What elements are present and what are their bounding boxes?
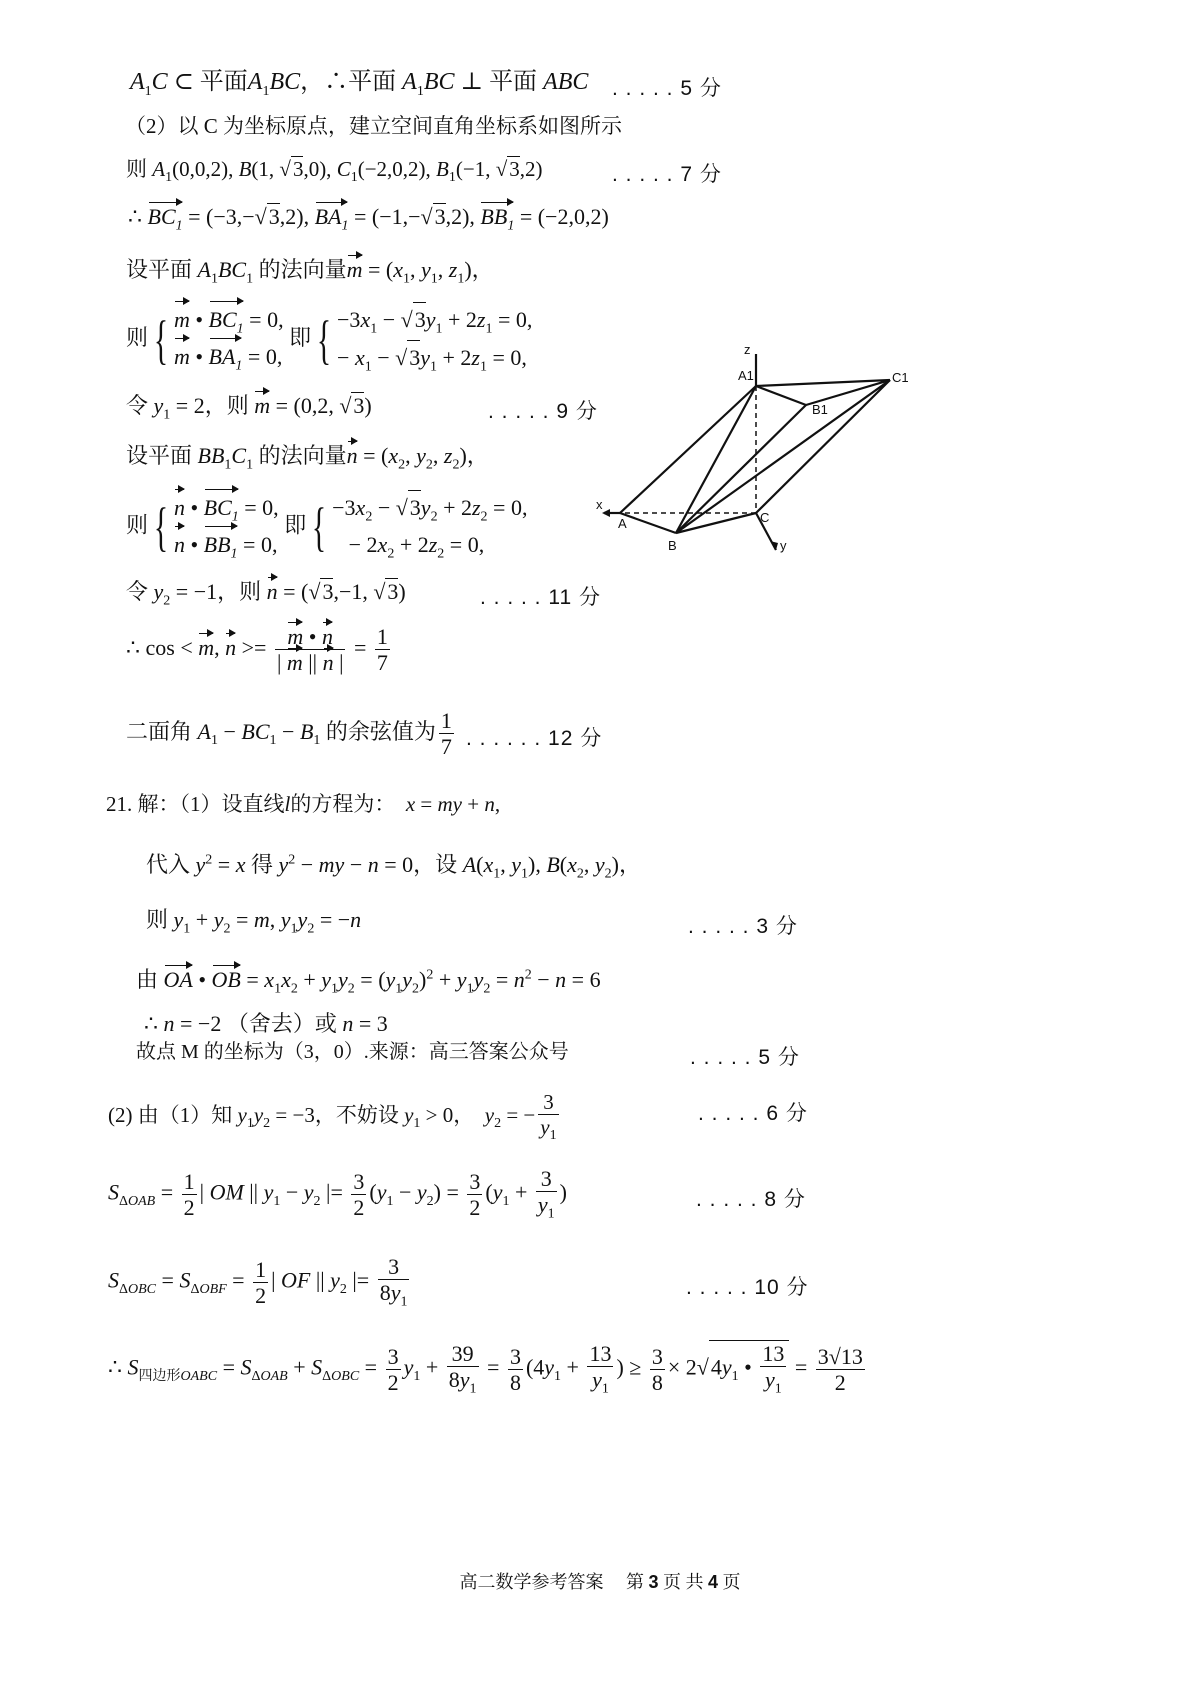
coordinates-line: 则 $A_1(0,0,2)$, B(1, √3,0), $C_1(-2,0,2)$, $B_1(-1$, √3,2): [126, 157, 543, 186]
label-y: y: [780, 538, 787, 553]
cos-line: ∴ cos < m, n >= $\frac{m • n}{| m || n |}$ = $\frac{1}{7}$: [126, 624, 388, 676]
edge-A-B: [620, 513, 676, 533]
q21-intro: 21. 解：（1）设直线l的方程为： x = my + n,: [106, 792, 501, 816]
edge-B-B1: [676, 405, 806, 533]
y-axis-arrowhead: [770, 541, 778, 550]
normal-m-line: 设平面 $A_1BC_1$ 的法向量$m = (x_1$, $y_1$, $z_1$)，: [126, 257, 494, 287]
vectors-line: ∴ $BC_1 = (-3,-√3,2)$, $BA_1 = (-1,-√3,2)$, $BB_1 = (-2,0,2)$: [128, 204, 609, 234]
m-result: 令 $y_1 = 2$，则 m = (0,2, √3): [126, 393, 372, 423]
x-axis-arrowhead: [602, 509, 610, 517]
edge-B-C1: [676, 380, 890, 533]
n-result: 令 $y_2 = -1$，则 n = (√3,−1, √3): [126, 579, 406, 609]
system-n: 则 { n • $BC_1 = 0$, n • $BB_1 = 0$, 即 { $-3x_2 - √3y_2 + 2z_2 = 0$, − $2x_2 + 2z_2 = 0$,: [126, 490, 527, 565]
label-z: z: [744, 342, 751, 357]
score-5b: . . . . . 5 分: [690, 1046, 800, 1069]
edge-A1-A: [620, 386, 756, 513]
edge-A1-B: [676, 386, 756, 533]
n-value-line: ∴ n = −2 （舍去）或 n = 3: [144, 1011, 388, 1036]
label-A1: A1: [738, 368, 754, 383]
score-6: . . . . . 6 分: [698, 1102, 808, 1125]
prism-figure: [590, 338, 930, 568]
label-C1: C1: [892, 370, 909, 385]
score-11: . . . . . 11 分: [480, 586, 601, 609]
footer-page-num: 3: [648, 1572, 659, 1592]
score-7: . . . . . 7 分: [612, 163, 722, 186]
line-plane-perpendicular: $A_1C$ ⊂ 平面$A_1BC$，∴平面 $A_1BC$ ⊥ 平面 ABC: [130, 69, 589, 99]
score-8: . . . . . 8 分: [696, 1188, 806, 1211]
score-3: . . . . . 3 分: [688, 915, 798, 938]
page-footer: 高二数学参考答案 第 3 页 共 4 页: [459, 1572, 741, 1592]
dot-product-line: 由 OA • OB = $x_1x_2 + y_1y_2 = (y_1y_2)^2 + y_1y_2 = n^2 - n = 6$: [136, 967, 601, 997]
area-obc-line: $S_{\Delta OBC} = S_{\Delta OBF}$ = $\frac{1}{2}$ | OF || $y_2$ |= $\frac{3}{8y_1}$: [108, 1254, 408, 1310]
score-10: . . . . . 10 分: [686, 1276, 809, 1299]
score-12: . . . . . . 12 分: [466, 727, 603, 750]
area-oab-line: $S_{\Delta OAB}$ = $\frac{1}{2}$ | OM || $y_1 - y_2$ |= $\frac{3}{2}$ $(y_1 - y_2)$ = $\frac{3}{2}$ ($y_1$ + $\frac{3}{y_1}$ ): [108, 1166, 567, 1222]
normal-n-line: 设平面 $BB_1C_1$ 的法向量$n = (x_2$, $y_2$, $z_2$)，: [126, 443, 489, 473]
label-B: B: [668, 538, 677, 553]
score-9: . . . . . 9 分: [488, 400, 598, 423]
substitute-line: 代入 $y^2 = x$ 得 $y^2$ − my − n = 0，设 $A(x_1$, $y_1$), $B(x_2$, $y_2$)，: [146, 852, 641, 882]
edge-A1-B1: [756, 386, 806, 405]
footer-page-total: 4: [708, 1572, 719, 1592]
footer-course: 高二数学参考答案: [459, 1572, 604, 1592]
label-C: C: [760, 510, 770, 525]
point-m-line: 故点 M 的坐标为（3，0）.来源：高三答案公众号: [136, 1041, 569, 1063]
label-A: A: [618, 516, 627, 531]
vieta-line: 则 $y_1 + y_2 = m$, $y_1y_2 = -n$: [146, 907, 362, 937]
score-5a: . . . . . 5 分: [612, 77, 722, 100]
area-total-line: ∴ $S_{四边形OABC} = S_{\Delta OAB} + S_{\Delta OBC}$ = $\frac{3}{2}$ $y_1$ + $\frac{39}{8y_1}$ = $\frac{3}{8}$ ($4y_1$ + $\frac{13}{y_1}$ ) ≥ $\frac{3}{8}$ × $2√4y_1$ • $\frac{13}{y_1}$ = $\frac{3√13}{2}$: [108, 1341, 863, 1397]
edge-B-C: [676, 513, 756, 533]
system-m: 则 { m • $BC_1 = 0$, m • $BA_1 = 0$, 即 { $-3x_1 - √3y_1 + 2z_1 = 0$, − $x_1 - √3y_1 + 2z_1 = 0$,: [126, 302, 532, 378]
label-x: x: [596, 497, 603, 512]
dihedral-line: 二面角 $A_1 - BC_1 - B_1$ 的余弦值为 $\frac{1}{7}$: [126, 708, 452, 760]
label-B1: B1: [812, 402, 828, 417]
part2-intro: （2）以 C 为坐标原点，建立空间直角坐标系如图所示: [125, 114, 623, 138]
part2b-line: (2) 由（1）知 $y_1y_2 = -3$，不妨设 $y_1 > 0$， $y_2$ = − $\frac{3}{y_1}$: [108, 1090, 557, 1144]
